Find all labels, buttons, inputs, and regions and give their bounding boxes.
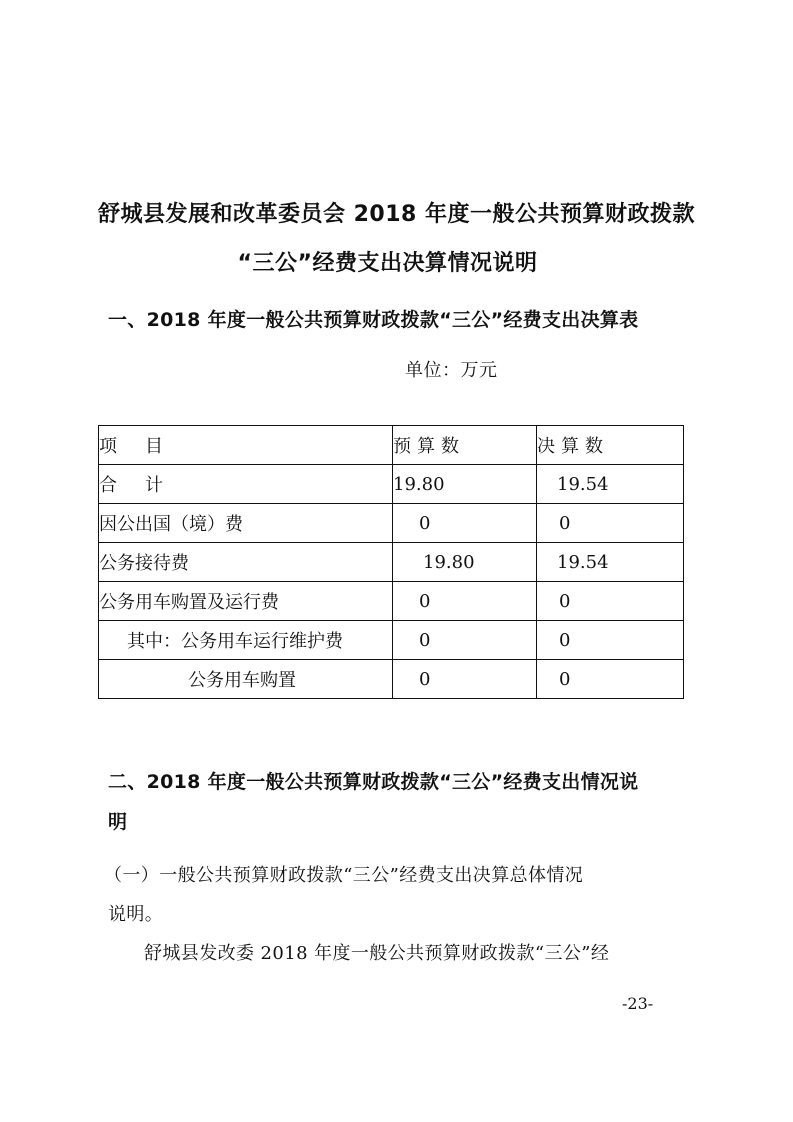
table-row: [99, 543, 684, 582]
section-2-heading-line-1: 二、2018 年度一般公共预算财政拨款“三公”经费支出情况说: [108, 771, 639, 793]
row-item-label: 公务用车购置: [99, 660, 393, 699]
section-1-heading: 一、2018 年度一般公共预算财政拨款“三公”经费支出决算表: [108, 309, 639, 331]
row-budget-value: 19.80: [393, 543, 537, 582]
row-budget-value: 0: [393, 504, 537, 543]
header-item: 项目: [99, 436, 191, 457]
document-title-line-2: “三公”经费支出决算情况说明: [237, 251, 538, 276]
section-2-heading-line-2: 明: [108, 811, 128, 833]
row-item-label: 公务用车购置及运行费: [99, 582, 393, 621]
row-item-label: 因公出国（境）费: [99, 504, 393, 543]
row-item-label: 公务接待费: [99, 543, 393, 582]
row-final-value: 19.54: [537, 465, 684, 504]
page-number: -23-: [622, 994, 654, 1013]
table-row: [99, 504, 684, 543]
row-final-value: 0: [537, 582, 684, 621]
unit-label: 单位：万元: [405, 360, 498, 381]
row-budget-value: 0: [393, 582, 537, 621]
table-row: [99, 465, 684, 504]
table-row: [99, 582, 684, 621]
document-title-line-1: 舒城县发展和改革委员会 2018 年度一般公共预算财政拨款: [97, 202, 696, 227]
table-row: [99, 621, 684, 660]
row-item-label: 其中：公务用车运行维护费: [99, 621, 393, 660]
table-row: [99, 660, 684, 699]
row-final-value: 19.54: [537, 543, 684, 582]
subsection-1-line-1: （一）一般公共预算财政拨款“三公”经费支出决算总体情况: [104, 865, 584, 886]
row-item-label: 合计: [99, 475, 191, 496]
header-final: 决算数: [537, 436, 609, 457]
budget-table: [98, 425, 684, 699]
row-budget-value: 19.80: [393, 465, 537, 504]
row-final-value: 0: [537, 504, 684, 543]
body-paragraph: 舒城县发改委 2018 年度一般公共预算财政拨款“三公”经: [144, 943, 610, 964]
row-final-value: 0: [537, 660, 684, 699]
header-budget: 预算数: [393, 436, 465, 457]
subsection-1-line-2: 说明。: [108, 904, 164, 925]
table-header-row: [99, 426, 684, 465]
row-budget-value: 0: [393, 621, 537, 660]
row-budget-value: 0: [393, 660, 537, 699]
row-final-value: 0: [537, 621, 684, 660]
